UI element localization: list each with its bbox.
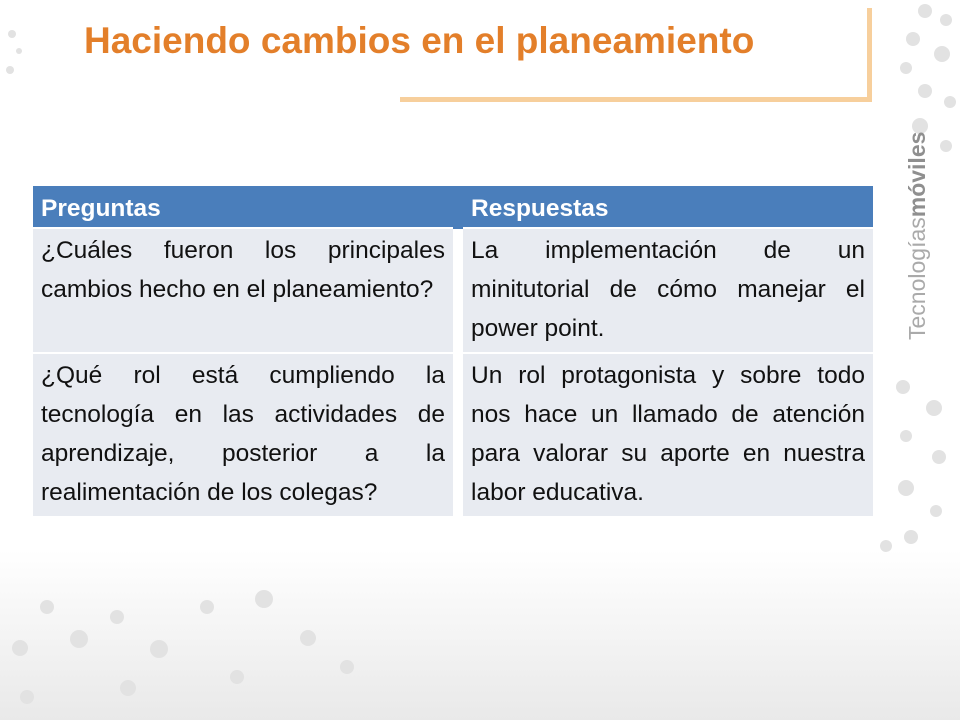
header-questions: Preguntas [33, 186, 458, 228]
background-fade [0, 550, 960, 720]
question-cell: ¿Cuáles fueron los principales cambios hecho en el planeamiento? [33, 228, 458, 353]
table-row [33, 228, 873, 353]
answer-cell: La implementación de un minitutorial de cómo manejar el power point. [458, 228, 873, 353]
brand-text-bold: móviles [904, 131, 930, 218]
answer-cell: Un rol protagonista y sobre todo nos hace un llamado de atención para valorar su aporte en nuestra labor educativa. [458, 353, 873, 516]
brand-logo-text [904, 132, 931, 340]
slide-title: Haciendo cambios en el planeamiento [84, 20, 755, 61]
brand-text-light: Tecnologías [904, 217, 930, 340]
qa-table [33, 186, 873, 516]
header-answers: Respuestas [458, 186, 873, 228]
question-cell: ¿Qué rol está cumpliendo la tecnología en las actividades de aprendizaje, posterior a la realimentación de los colegas? [33, 353, 458, 516]
table-row [33, 353, 873, 516]
table-header-row [33, 186, 873, 228]
